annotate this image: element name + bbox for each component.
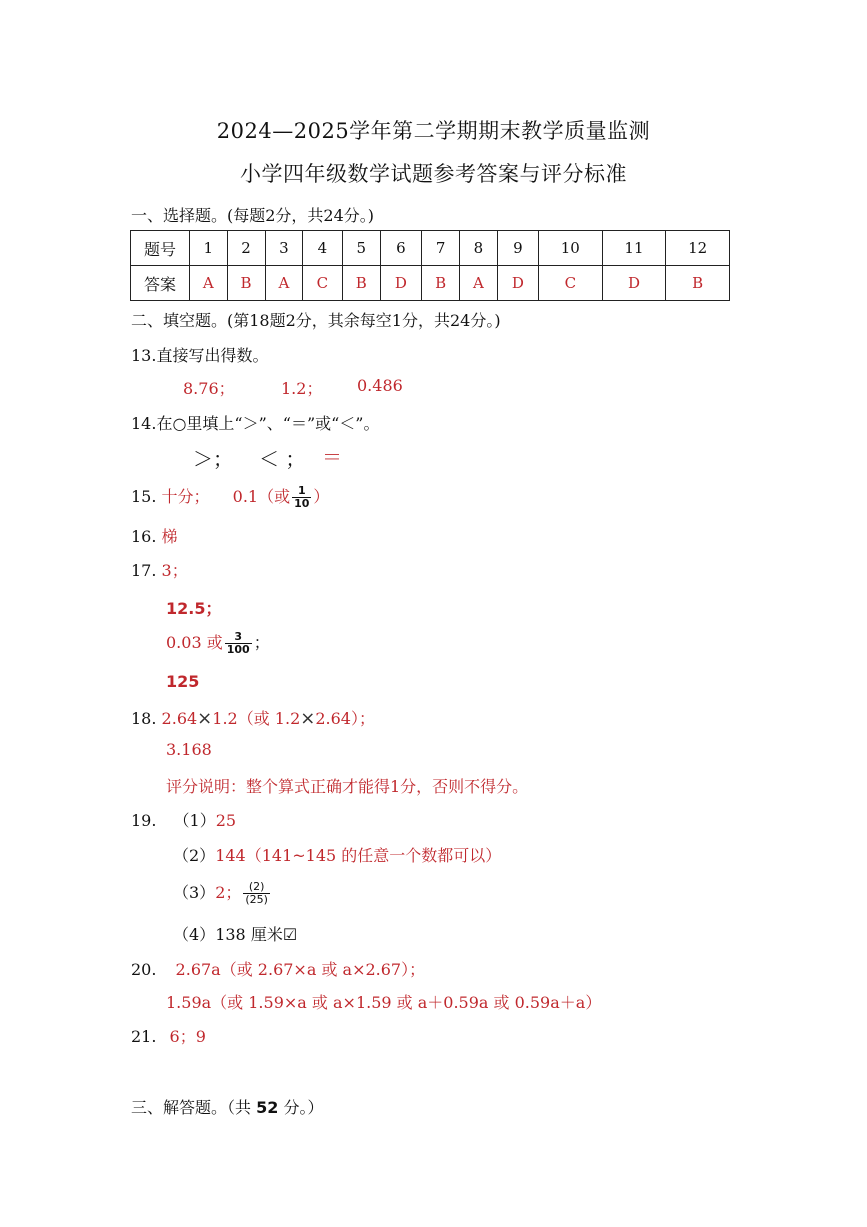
question-number: 6 — [380, 231, 421, 266]
question-number: 9 — [497, 231, 538, 266]
exam-title: 2024—2025学年第二学期期末教学质量监测 — [216, 119, 651, 143]
question-number: 2 — [227, 231, 265, 266]
answer-cell: B — [342, 266, 380, 301]
q19-sub4-label: （4） — [173, 925, 216, 944]
fraction-denominator: 10 — [294, 497, 310, 510]
answer-cell: A — [460, 266, 498, 301]
q17-answer-2: 12.5； — [166, 599, 222, 618]
choice-answer-table — [130, 230, 730, 301]
row-header-number: 题号 — [131, 231, 190, 266]
q17-row — [131, 558, 188, 581]
answer-cell: A — [265, 266, 303, 301]
answer-cell: B — [422, 266, 460, 301]
question-number: 5 — [342, 231, 380, 266]
q15-fraction — [292, 485, 311, 510]
q18-part-2: 1.2（或 1.2 — [212, 709, 301, 728]
q15-answer-2: 0.1（或 — [232, 487, 291, 506]
q15-label: 15. — [131, 487, 157, 506]
q19-sub4-answer: 138 厘米☑ — [215, 925, 298, 944]
answer-row — [131, 266, 730, 301]
answer-key-title: 小学四年级数学试题参考答案与评分标准 — [240, 162, 627, 186]
section-solve-heading — [131, 1095, 323, 1118]
q19-sub2-label: （2） — [173, 846, 216, 865]
section3-post: 分。） — [278, 1098, 324, 1117]
q21-label: 21. — [131, 1027, 157, 1046]
q19-row-4 — [173, 922, 297, 945]
q20-answer-2: 1.59a（或 1.59×a 或 a×1.59 或 a＋0.59a 或 0.59a＋a） — [166, 993, 602, 1012]
answer-cell: D — [380, 266, 421, 301]
q17-answer-4: 125 — [166, 672, 200, 691]
fraction-numerator: 3 — [225, 631, 252, 644]
q13-answer-1: 8.76； — [183, 379, 235, 398]
question-number: 8 — [460, 231, 498, 266]
section-choice-heading: 一、选择题。(每题2分，共24分。) — [131, 206, 375, 225]
question-number-row — [131, 231, 730, 266]
section-fill-heading: 二、填空题。(第18题2分，其余每空1分，共24分。) — [131, 311, 501, 330]
q16-answer: 梯 — [161, 527, 178, 546]
q16-row — [131, 524, 178, 547]
q19-sub3-answer: 2； — [215, 883, 242, 902]
q17-answer-3-post: ； — [253, 633, 270, 652]
answer-cell: C — [538, 266, 602, 301]
q20-answer-1: 2.67a（或 2.67×a 或 a×2.67）； — [175, 960, 426, 979]
fraction-numerator: 1 — [292, 485, 311, 498]
answer-cell: B — [666, 266, 730, 301]
q14-label: 14.在○里填上“＞”、“＝”或“＜”。 — [131, 414, 380, 433]
q13-label: 13.直接写出得数。 — [131, 346, 269, 365]
fraction-denominator: (25) — [245, 893, 268, 906]
q19-sub1-answer: 25 — [215, 811, 237, 830]
q19-sub3-label: （3） — [173, 883, 216, 902]
q20-row-1 — [131, 957, 425, 980]
question-number: 3 — [265, 231, 303, 266]
q17-label: 17. — [131, 561, 157, 580]
q17-answer-3-pre: 0.03 或 — [166, 633, 223, 652]
question-number: 11 — [602, 231, 666, 266]
answer-cell: D — [602, 266, 666, 301]
q15-close: ） — [313, 487, 330, 506]
answer-cell: B — [227, 266, 265, 301]
q19-row-2 — [173, 843, 501, 866]
q13-answer-2: 1.2； — [281, 379, 323, 398]
question-number: 12 — [666, 231, 730, 266]
multiply-sign: × — [300, 708, 316, 729]
question-number: 7 — [422, 231, 460, 266]
q18-scoring-note: 评分说明：整个算式正确才能得1分，否则不得分。 — [166, 777, 529, 796]
q13-answer-3: 0.486 — [357, 376, 403, 395]
q18-label: 18. — [131, 709, 157, 728]
q19-label: 19. — [131, 811, 157, 830]
q15-answer-1: 十分； — [161, 487, 210, 506]
q14-answer-3: ＝ — [322, 445, 342, 469]
q21-answer: 6；9 — [169, 1027, 206, 1046]
answer-cell: D — [497, 266, 538, 301]
q17-answer-1: 3； — [161, 561, 188, 580]
question-number: 1 — [190, 231, 228, 266]
q18-row — [131, 706, 375, 729]
question-number: 10 — [538, 231, 602, 266]
q20-label: 20. — [131, 960, 157, 979]
q14-answer-1: ＞； — [193, 447, 233, 471]
answer-cell: C — [303, 266, 343, 301]
q17-fraction — [225, 631, 252, 656]
q18-part-1: 2.64 — [161, 709, 198, 728]
answer-cell: A — [190, 266, 228, 301]
fraction-numerator: (2) — [243, 881, 270, 894]
q19-row-1 — [131, 808, 236, 831]
fraction-denominator: 100 — [226, 643, 250, 656]
q19-row-3 — [173, 880, 272, 906]
q14-answer-2: ＜ ； — [259, 447, 306, 471]
section3-pre: 三、解答题。（共 — [131, 1098, 257, 1117]
q19-fraction — [243, 881, 270, 906]
section3-points: 52 — [256, 1098, 279, 1117]
q15-row — [131, 484, 329, 510]
q19-sub1-label: （1） — [173, 811, 216, 830]
q19-sub2-answer: 144（141~145 的任意一个数都可以） — [215, 846, 502, 865]
question-number: 4 — [303, 231, 343, 266]
q17-answer-3-row — [166, 630, 270, 656]
multiply-sign: × — [197, 708, 213, 729]
q18-part-3: 2.64）； — [315, 709, 375, 728]
q16-label: 16. — [131, 527, 157, 546]
q18-answer-2: 3.168 — [166, 740, 212, 759]
row-header-answer: 答案 — [131, 266, 190, 301]
q21-row — [131, 1024, 206, 1047]
